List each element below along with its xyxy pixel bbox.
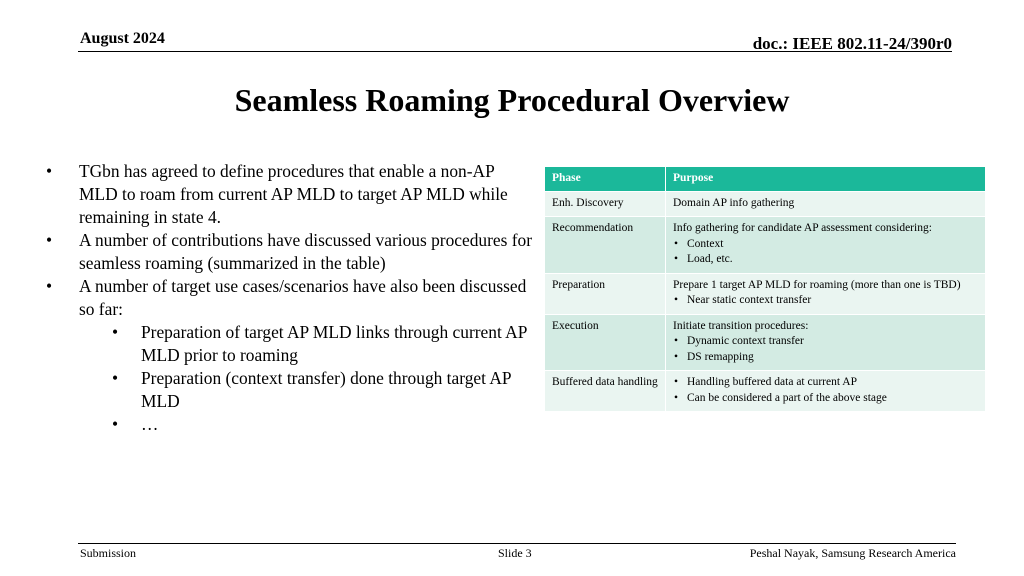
header-phase: Phase: [545, 167, 666, 192]
purpose-cell: [666, 371, 986, 412]
purpose-item: • DS remapping: [687, 350, 978, 366]
purpose-text: Initiate transition procedures:: [673, 319, 809, 332]
purpose-cell: Domain AP info gathering: [666, 191, 986, 217]
sub-bullet-text: Preparation (context transfer) done through target AP MLD: [141, 368, 511, 411]
bullet-marker: •: [46, 276, 53, 296]
slide-title: Seamless Roaming Procedural Overview: [234, 82, 790, 118]
phase-cell: Buffered data handling: [545, 371, 666, 412]
table-row: [545, 371, 986, 412]
table-header-row: [545, 167, 986, 192]
sub-bullet-text: Preparation of target AP MLD links through current AP MLD prior to roaming: [141, 322, 527, 365]
table-row: [545, 273, 986, 314]
header-doc-id: doc.: IEEE 802.11-24/390r0: [752, 34, 952, 53]
footer-slide-number: Slide 3: [498, 546, 532, 560]
phase-table: [544, 166, 986, 412]
bullet-marker: •: [112, 414, 119, 434]
sub-bullet-item: [46, 367, 536, 413]
bullet-marker: •: [112, 368, 119, 388]
purpose-item: • Near static context transfer: [687, 293, 978, 309]
bullet-item: [46, 160, 536, 229]
purpose-item: • Context: [687, 237, 978, 253]
purpose-cell: [666, 217, 986, 274]
bullet-item: [46, 229, 536, 275]
bullet-marker: •: [112, 322, 119, 342]
purpose-text: Prepare 1 target AP MLD for roaming (more than one is TBD): [673, 278, 961, 291]
bullet-item: [46, 275, 536, 321]
bullet-marker: •: [46, 230, 53, 250]
sub-bullet-item: [46, 321, 536, 367]
sub-bullet-text: …: [141, 414, 159, 434]
purpose-cell: [666, 273, 986, 314]
header-purpose: Purpose: [666, 167, 986, 192]
header-date: August 2024: [80, 30, 165, 47]
footer-rule: [78, 543, 956, 544]
bullet-list: [46, 160, 536, 436]
sub-bullet-item: [46, 413, 536, 436]
purpose-cell: [666, 314, 986, 371]
purpose-item: • Can be considered a part of the above stage: [687, 391, 978, 407]
phase-cell: Execution: [545, 314, 666, 371]
phase-cell: Preparation: [545, 273, 666, 314]
table-row: [545, 314, 986, 371]
footer-submission: Submission: [80, 546, 137, 560]
phase-cell: Enh. Discovery: [545, 191, 666, 217]
phase-cell: Recommendation: [545, 217, 666, 274]
footer-author: Peshal Nayak, Samsung Research America: [749, 546, 956, 560]
purpose-item: • Handling buffered data at current AP: [687, 375, 978, 391]
purpose-item: • Load, etc.: [687, 252, 978, 268]
bullet-text: A number of target use cases/scenarios have also been discussed so far:: [79, 276, 527, 319]
header-rule: [78, 51, 952, 52]
table-row: [545, 217, 986, 274]
table-row: [545, 191, 986, 217]
purpose-text: Info gathering for candidate AP assessment considering:: [673, 222, 932, 234]
purpose-item: • Dynamic context transfer: [687, 334, 978, 350]
bullet-marker: •: [46, 161, 53, 181]
bullet-text: A number of contributions have discussed various procedures for seamless roaming (summarized in the table): [79, 230, 533, 273]
bullet-text: TGbn has agreed to define procedures that enable a non-AP MLD to roam from current AP MLD to target AP MLD while remaining in state 4.: [79, 161, 508, 227]
